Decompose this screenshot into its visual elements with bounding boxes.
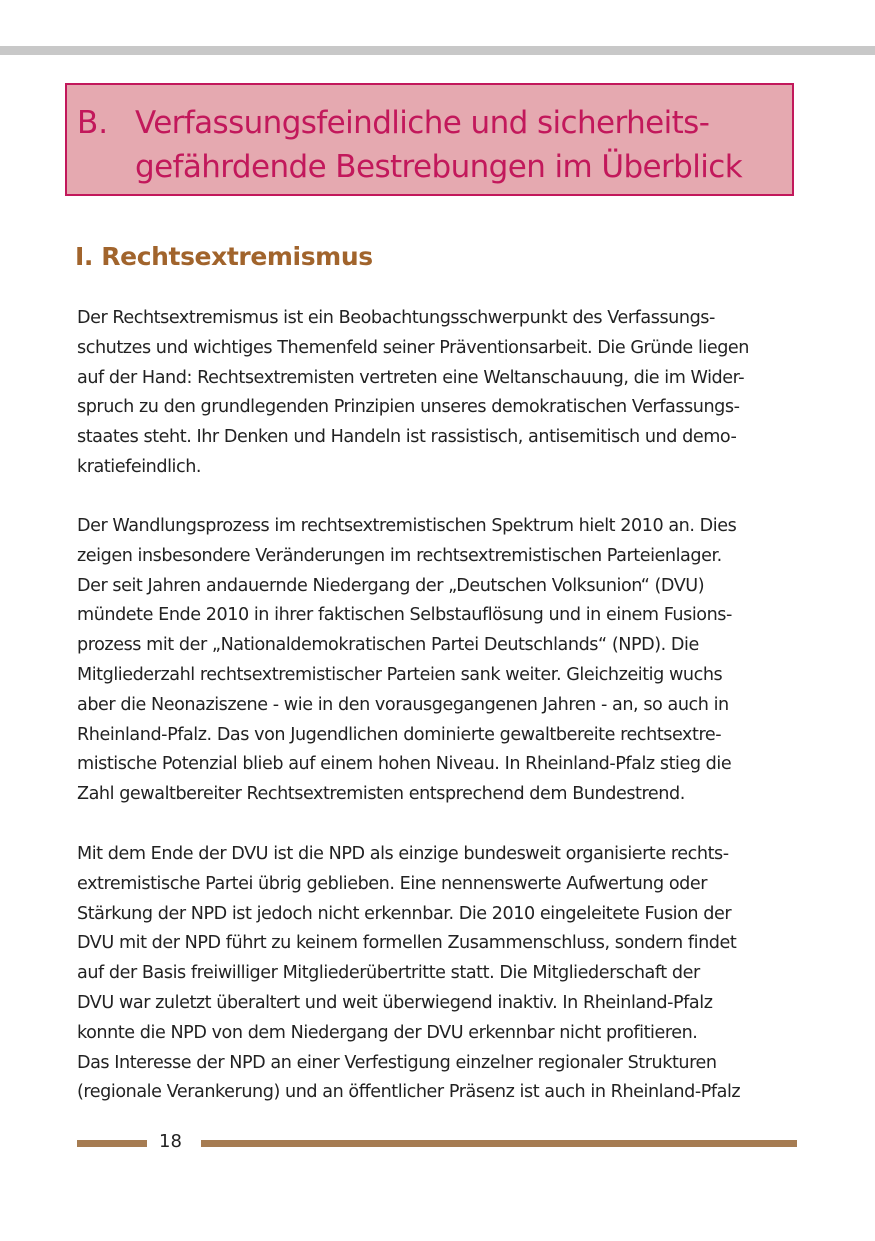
- chapter-title: [135, 101, 785, 189]
- chapter-title-line: gefährdende Bestrebungen im Überblick: [135, 149, 743, 185]
- text-line: kratiefeindlich.: [77, 456, 202, 477]
- text-line: auf der Basis freiwilliger Mitgliederübertritte statt. Die Mitgliederschaft der: [77, 963, 700, 984]
- page-number: 18: [159, 1131, 182, 1152]
- text-line: prozess mit der „Nationaldemokratischen Partei Deutschlands“ (NPD). Die: [77, 635, 699, 656]
- text-line: auf der Hand: Rechtsextremisten vertreten eine Weltanschauung, die im Wider-: [77, 367, 745, 388]
- top-divider: [0, 46, 875, 55]
- text-line: extremistische Partei übrig geblieben. Eine nennenswerte Aufwertung oder: [77, 873, 708, 894]
- paragraph-3: [77, 840, 807, 1108]
- text-line: staates steht. Ihr Denken und Handeln ist rassistisch, antisemitisch und demo-: [77, 427, 737, 448]
- text-line: mündete Ende 2010 in ihrer faktischen Selbstauflösung und in einem Fusions-: [77, 605, 732, 626]
- footer-rule-left: [77, 1140, 147, 1147]
- text-line: Der Wandlungsprozess im rechtsextremistischen Spektrum hielt 2010 an. Dies: [77, 516, 737, 536]
- text-line: Der Rechtsextremismus ist ein Beobachtungsschwerpunkt des Verfassungs-: [77, 308, 715, 328]
- text-line: Rheinland-Pfalz. Das von Jugendlichen dominierte gewaltbereite rechtsextre-: [77, 724, 722, 745]
- text-line: zeigen insbesondere Veränderungen im rechtsextremistischen Parteienlager.: [77, 545, 722, 566]
- text-line: mistische Potenzial blieb auf einem hohen Niveau. In Rheinland-Pfalz stieg die: [77, 754, 732, 775]
- text-line: schutzes und wichtiges Themenfeld seiner Präventionsarbeit. Die Gründe liegen: [77, 337, 749, 358]
- text-line: DVU mit der NPD führt zu keinem formellen Zusammenschluss, sondern findet: [77, 933, 737, 954]
- section-heading: I. Rechtsextremismus: [75, 242, 373, 271]
- chapter-header-box: [65, 83, 794, 196]
- text-line: Mitgliederzahl rechtsextremistischer Parteien sank weiter. Gleichzeitig wuchs: [77, 664, 723, 685]
- paragraph-1: [77, 304, 807, 483]
- text-line: Zahl gewaltbereiter Rechtsextremisten entsprechend dem Bundestrend.: [77, 784, 685, 805]
- text-line: Der seit Jahren andauernde Niedergang der „Deutschen Volksunion“ (DVU): [77, 575, 705, 596]
- text-line: Das Interesse der NPD an einer Verfestigung einzelner regionaler Strukturen: [77, 1052, 717, 1073]
- text-line: DVU war zuletzt überaltert und weit überwiegend inaktiv. In Rheinland-Pfalz: [77, 992, 713, 1013]
- chapter-title-line: Verfassungsfeindliche und sicherheits-: [135, 105, 710, 141]
- chapter-letter: B.: [77, 105, 109, 141]
- text-line: spruch zu den grundlegenden Prinzipien unseres demokratischen Verfassungs-: [77, 397, 740, 418]
- text-line: Mit dem Ende der DVU ist die NPD als einzige bundesweit organisierte rechts-: [77, 844, 729, 864]
- footer-rule-right: [201, 1140, 797, 1147]
- text-line: Stärkung der NPD ist jedoch nicht erkennbar. Die 2010 eingeleitete Fusion der: [77, 903, 732, 924]
- text-line: aber die Neonaziszene - wie in den vorausgegangenen Jahren - an, so auch in: [77, 694, 729, 715]
- paragraph-2: [77, 512, 807, 810]
- text-line: konnte die NPD von dem Niedergang der DVU erkennbar nicht profitieren.: [77, 1022, 698, 1043]
- text-line: (regionale Verankerung) und an öffentlicher Präsenz ist auch in Rheinland-Pfalz: [77, 1082, 741, 1103]
